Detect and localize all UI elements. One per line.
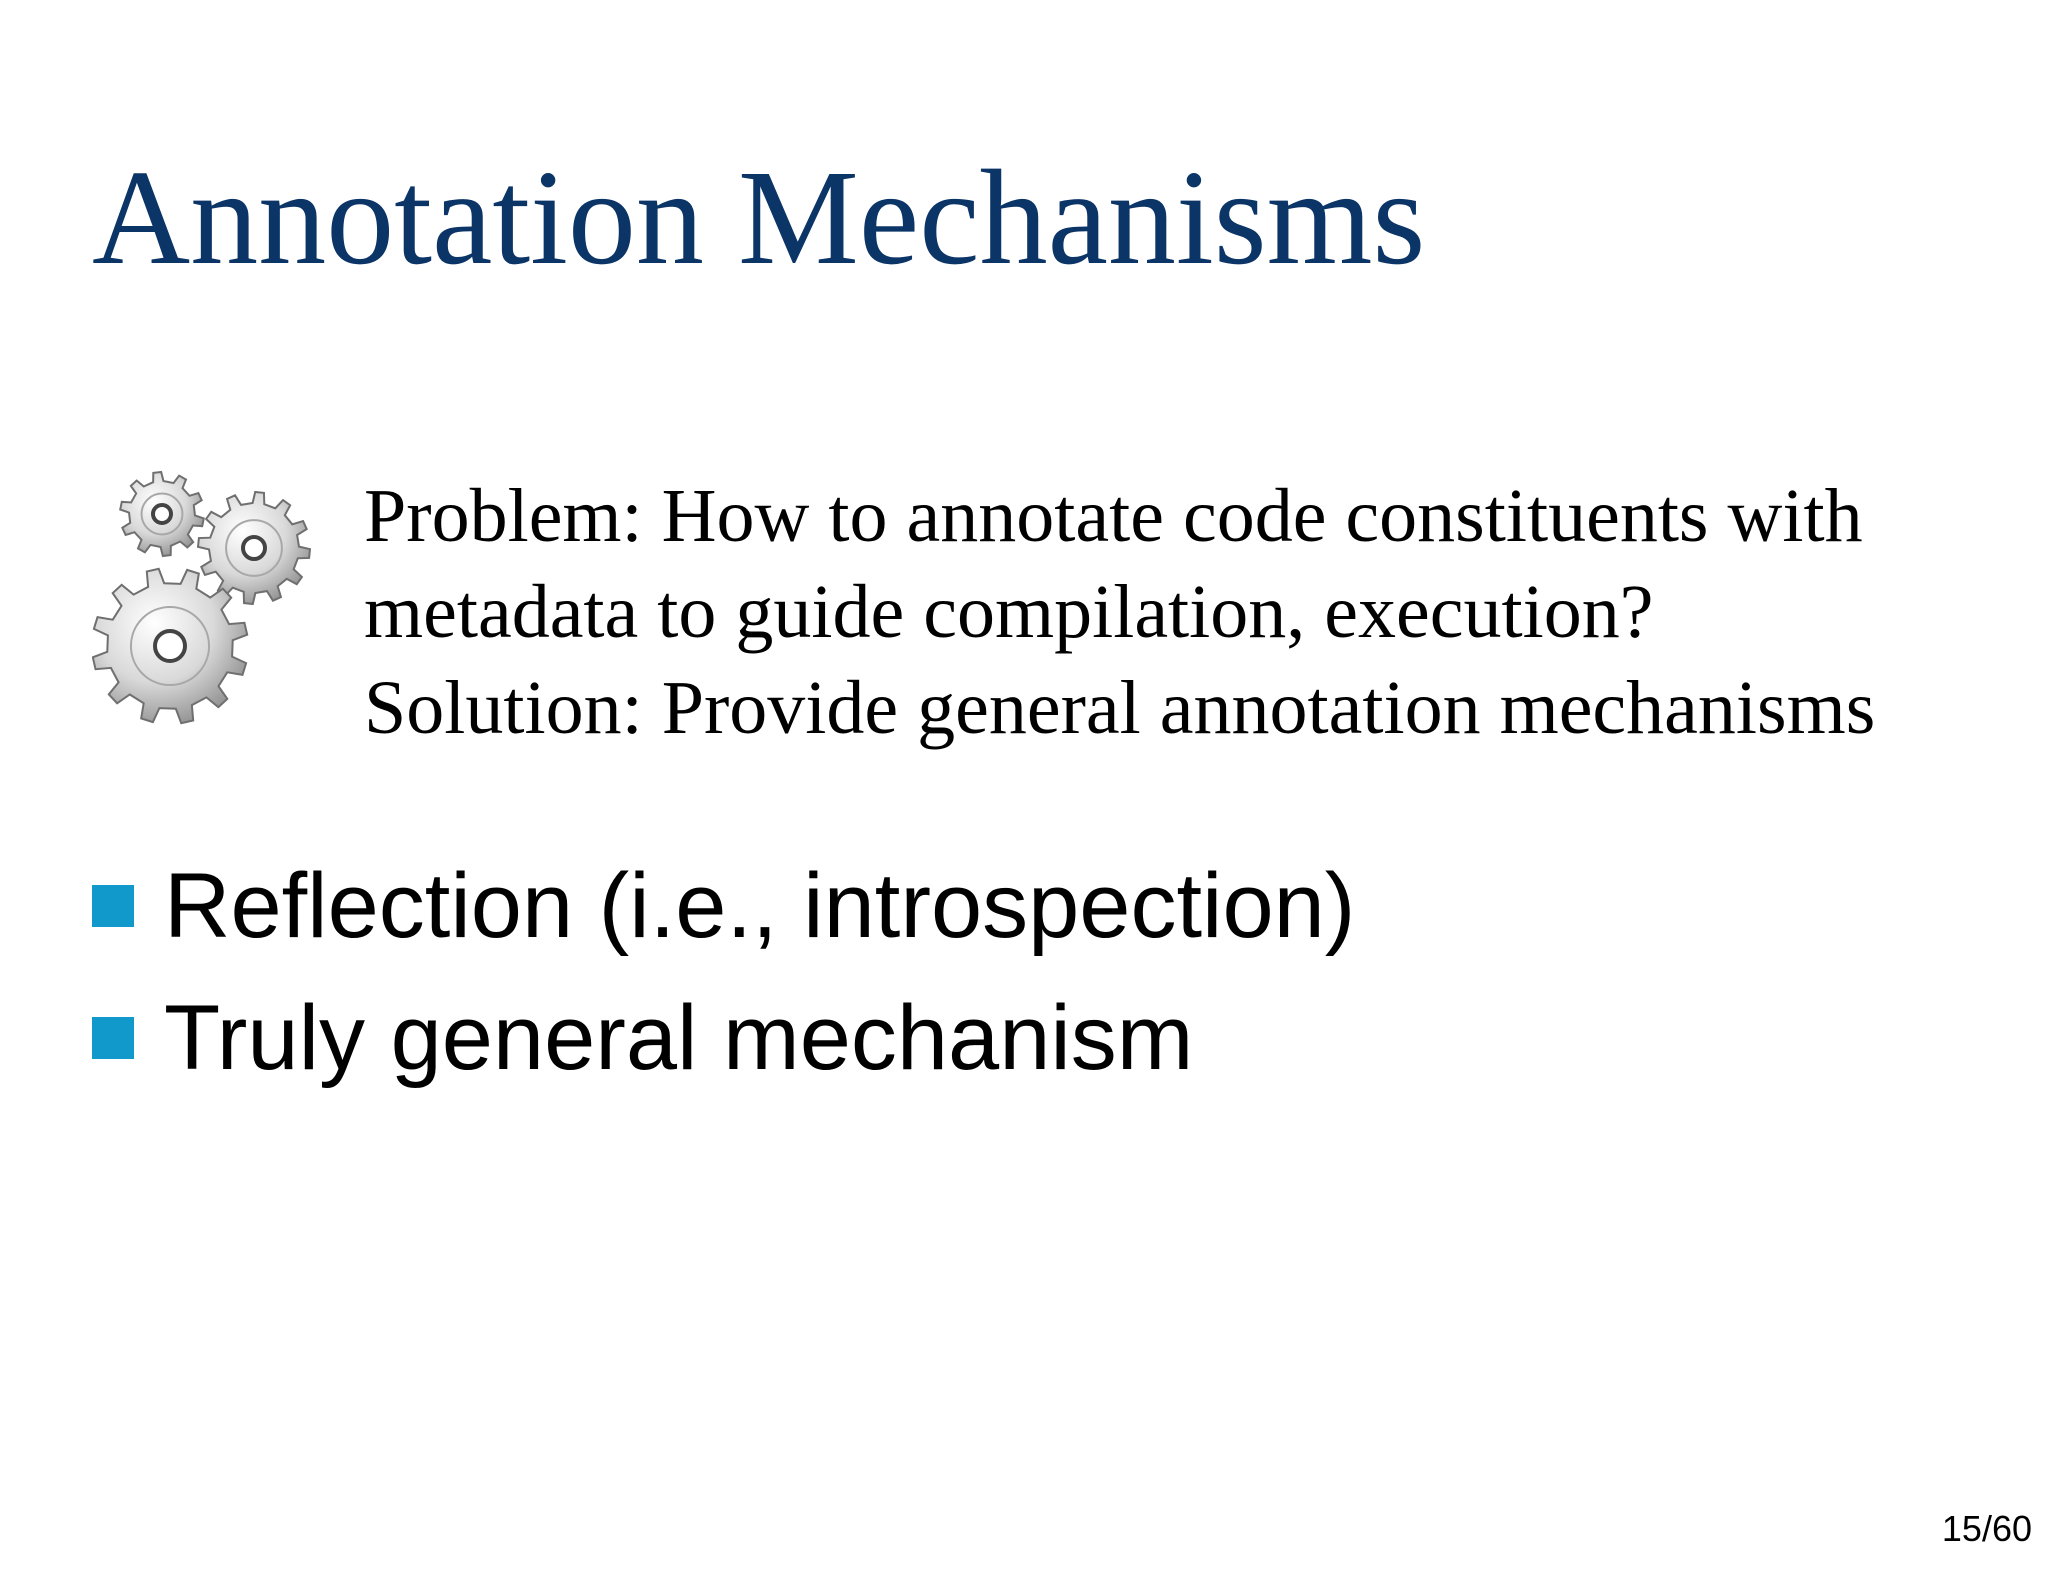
bullet-list [92, 840, 1355, 1104]
slide-title: Annotation Mechanisms [92, 143, 1426, 293]
gears-icon [92, 470, 334, 730]
gear-hole-3 [155, 631, 185, 661]
page-number: 15/60 [1941, 1508, 2032, 1549]
solution-line: Solution: Provide general annotation mechanisms [364, 666, 1876, 750]
pattern-description [364, 468, 2024, 756]
bullet-text-general-mechanism: Truly general mechanism [164, 986, 1194, 1089]
problem-line-1: Problem: How to annotate code constituents with [364, 474, 1863, 558]
bullet-square-icon [92, 885, 134, 927]
bullet-text-reflection: Reflection (i.e., introspection) [164, 854, 1356, 957]
bullet-item [92, 972, 1355, 1104]
problem-line-2: metadata to guide compilation, execution? [364, 570, 1654, 654]
gear-hole-1 [153, 505, 171, 523]
gear-hole-2 [243, 537, 265, 559]
bullet-square-icon [92, 1017, 134, 1059]
bullet-item [92, 840, 1355, 972]
